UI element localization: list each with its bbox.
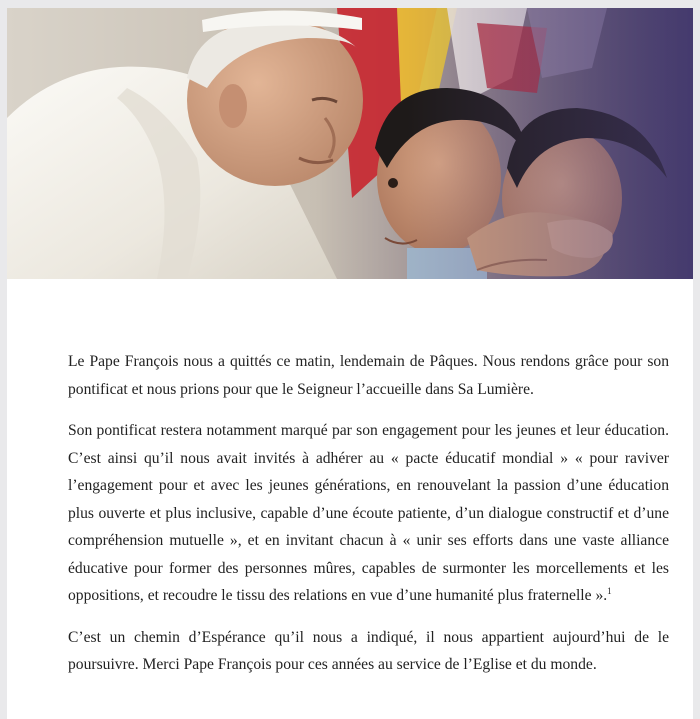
- paragraph-1: [68, 348, 669, 403]
- paragraph-1-text: Le Pape François nous a quittés ce matin, lendemain de Pâques. Nous rendons grâce pour son pontificat et nous prions pour que le Seigneur l’accueille dans Sa Lumière.: [68, 353, 669, 398]
- paragraph-2: [68, 417, 669, 610]
- pope-with-children-illustration: [7, 8, 693, 279]
- hero-photo: [7, 8, 693, 279]
- footnote-marker[interactable]: 1: [607, 585, 612, 596]
- article-body: [68, 348, 669, 693]
- paragraph-3: [68, 624, 669, 679]
- paragraph-2-text: Son pontificat restera notamment marqué par son engagement pour les jeunes et leur éducation. C’est ainsi qu’il nous avait invités à adhérer au « pacte éducatif mondial » « pour raviver l’engagement pour et avec les jeunes générations, en renouvelant la passion d’une éducation plus ouverte et plus inclusive, capable d’une écoute patiente, d’un dialogue constructif et d’une compréhension mutuelle », et en invitant chacun à « unir ses efforts dans une vaste alliance éducative pour former des personnes mûres, capables de surmonter les morcellements et les oppositions, et recoudre le tissu des relations en vue d’une humanité plus fraternelle ».: [68, 422, 669, 604]
- document-page: [7, 8, 693, 719]
- paragraph-3-text: C’est un chemin d’Espérance qu’il nous a indiqué, il nous appartient aujourd’hui de le poursuivre. Merci Pape François pour ces années au service de l’Eglise et du monde.: [68, 628, 669, 673]
